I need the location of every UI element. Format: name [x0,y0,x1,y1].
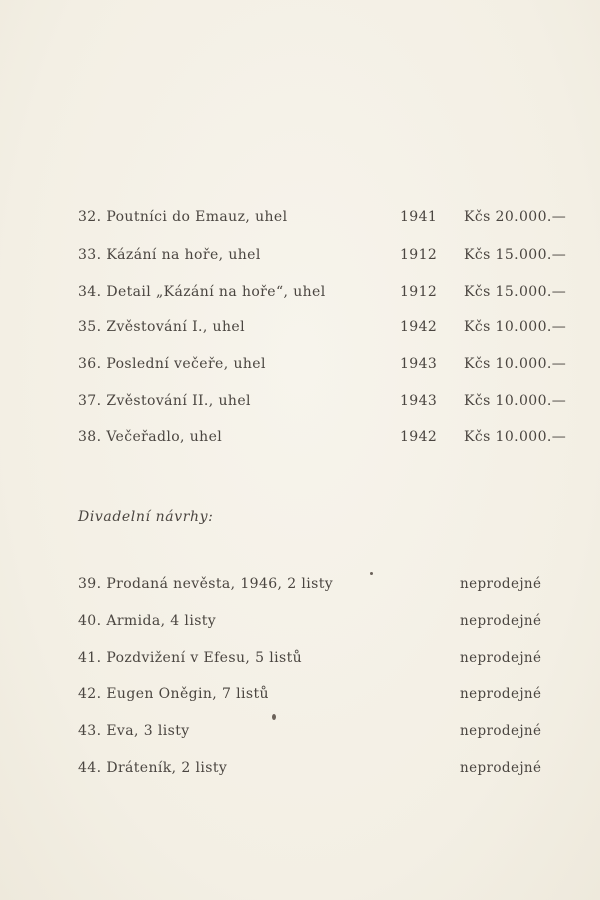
entry-status: neprodejné [460,686,542,702]
catalog-entry [0,354,600,374]
entry-title: 40. Armida, 4 listy [78,613,217,629]
entry-year: 1942 [400,319,438,335]
paper-speck [272,714,276,720]
entry-status: neprodejné [460,613,542,629]
catalog-entry [0,758,600,778]
entry-price: Kčs 15.000.— [464,284,567,300]
section-heading: Divadelní návrhy: [78,509,214,525]
entry-price: Kčs 10.000.— [464,429,567,445]
entry-title: 34. Detail „Kázání na hoře“, uhel [78,284,326,300]
catalog-entry [0,648,600,668]
catalog-entry [0,684,600,704]
entry-year: 1942 [400,429,438,445]
catalog-entry [0,721,600,741]
entry-price: Kčs 20.000.— [464,209,567,225]
entry-year: 1943 [400,356,438,372]
catalog-entry [0,391,600,411]
catalog-entry [0,574,600,594]
entry-title: 38. Večeřadlo, uhel [78,429,223,445]
entry-title: 42. Eugen Oněgin, 7 listů [78,686,269,702]
entry-year: 1912 [400,284,438,300]
entry-title: 44. Dráteník, 2 listy [78,760,228,776]
catalog-entry [0,427,600,447]
entry-title: 36. Poslední večeře, uhel [78,356,266,372]
entry-title: 35. Zvěstování I., uhel [78,319,245,335]
entry-year: 1941 [400,209,438,225]
entry-price: Kčs 10.000.— [464,356,567,372]
entry-title: 41. Pozdvižení v Efesu, 5 listů [78,650,303,666]
catalog-entry [0,317,600,337]
catalog-entry [0,611,600,631]
catalog-entry [0,207,600,227]
entry-status: neprodejné [460,650,542,666]
entry-year: 1943 [400,393,438,409]
entry-status: neprodejné [460,576,542,592]
entry-title: 37. Zvěstování II., uhel [78,393,251,409]
entry-status: neprodejné [460,723,542,739]
entry-status: neprodejné [460,760,542,776]
entry-year: 1912 [400,247,438,263]
entry-title: 43. Eva, 3 listy [78,723,190,739]
catalog-entry [0,282,600,302]
entry-price: Kčs 10.000.— [464,319,567,335]
paper-speck [370,572,373,575]
entry-price: Kčs 15.000.— [464,247,567,263]
entry-title: 39. Prodaná nevěsta, 1946, 2 listy [78,576,334,592]
entry-title: 32. Poutníci do Emauz, uhel [78,209,288,225]
catalog-entry [0,245,600,265]
entry-title: 33. Kázání na hoře, uhel [78,247,261,263]
entry-price: Kčs 10.000.— [464,393,567,409]
